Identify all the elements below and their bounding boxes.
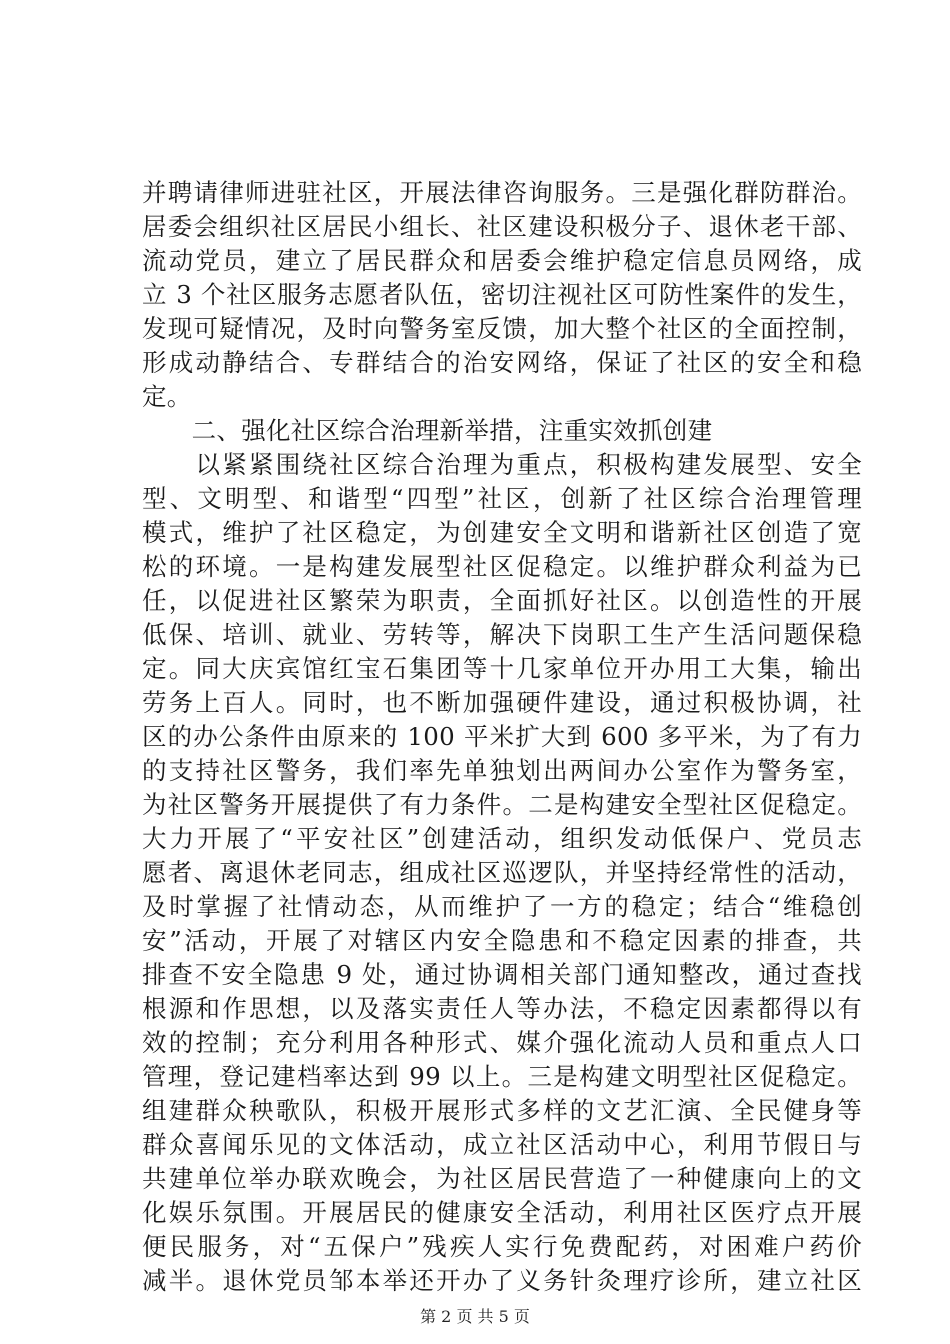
text-line: 组建群众秧歌队，积极开展形式多样的文艺汇演、全民健身等 [142,1096,862,1125]
text-line: 大力开展了“平安社区”创建活动，组织发动低保户、党员志 [142,824,862,853]
text-line: 便民服务，对“五保户”残疾人实行免费配药，对困难户药价 [142,1232,862,1261]
text-line: 及时掌握了社情动态，从而维护了一方的稳定；结合“维稳创 [142,892,862,921]
text-line: 区的办公条件由原来的 100 平米扩大到 600 多平米，为了有力 [142,722,862,751]
text-line: 愿者、离退休老同志，组成社区巡逻队，并坚持经常性的活动， [142,858,862,887]
text-line: 排查不安全隐患 9 处，通过协调相关部门通知整改，通过查找 [142,960,862,989]
text-line: 共建单位举办联欢晚会，为社区居民营造了一种健康向上的文 [142,1164,862,1193]
text-line: 效的控制；充分利用各种形式、媒介强化流动人员和重点人口 [142,1028,862,1057]
text-line: 定。 [142,382,192,411]
text-line: 居委会组织社区居民小组长、社区建设积极分子、退休老干部、 [142,212,862,241]
text-line: 以紧紧围绕社区综合治理为重点，积极构建发展型、安全 [142,450,862,479]
text-line: 发现可疑情况，及时向警务室反馈，加大整个社区的全面控制， [142,314,862,343]
text-line: 群众喜闻乐见的文体活动，成立社区活动中心，利用节假日与 [142,1130,862,1159]
text-line: 形成动静结合、专群结合的治安网络，保证了社区的安全和稳 [142,348,862,377]
text-line: 减半。退休党员邹本举还开办了义务针灸理疗诊所，建立社区 [142,1266,862,1295]
text-line: 根源和作思想，以及落实责任人等办法，不稳定因素都得以有 [142,994,862,1023]
text-line: 型、文明型、和谐型“四型”社区，创新了社区综合治理管理 [142,484,862,513]
text-line: 模式，维护了社区稳定，为创建安全文明和谐新社区创造了宽 [142,518,862,547]
text-line: 管理，登记建档率达到 99 以上。三是构建文明型社区促稳定。 [142,1062,862,1091]
text-line: 松的环境。一是构建发展型社区促稳定。以维护群众利益为已 [142,552,862,581]
text-line: 立 3 个社区服务志愿者队伍，密切注视社区可防性案件的发生， [142,280,862,309]
text-line: 并聘请律师进驻社区，开展法律咨询服务。三是强化群防群治。 [142,178,862,207]
text-line: 任，以促进社区繁荣为职责，全面抓好社区。以创造性的开展 [142,586,862,615]
text-line: 安”活动，开展了对辖区内安全隐患和不稳定因素的排查，共 [142,926,862,955]
text-line: 低保、培训、就业、劳转等，解决下岗职工生产生活问题保稳 [142,620,862,649]
text-line: 定。同大庆宾馆红宝石集团等十几家单位开办用工大集，输出 [142,654,862,683]
page-footer: 第 2 页 共 5 页 [420,1307,530,1326]
section-heading: 二、强化社区综合治理新举措，注重实效抓创建 [142,416,713,445]
text-line: 为社区警务开展提供了有力条件。二是构建安全型社区促稳定。 [142,790,862,819]
text-line: 流动党员，建立了居民群众和居委会维护稳定信息员网络，成 [142,246,862,275]
text-line: 化娱乐氛围。开展居民的健康安全活动，利用社区医疗点开展 [142,1198,862,1227]
text-line: 劳务上百人。同时，也不断加强硬件建设，通过积极协调，社 [142,688,862,717]
text-line: 的支持社区警务，我们率先单独划出两间办公室作为警务室， [142,756,862,785]
